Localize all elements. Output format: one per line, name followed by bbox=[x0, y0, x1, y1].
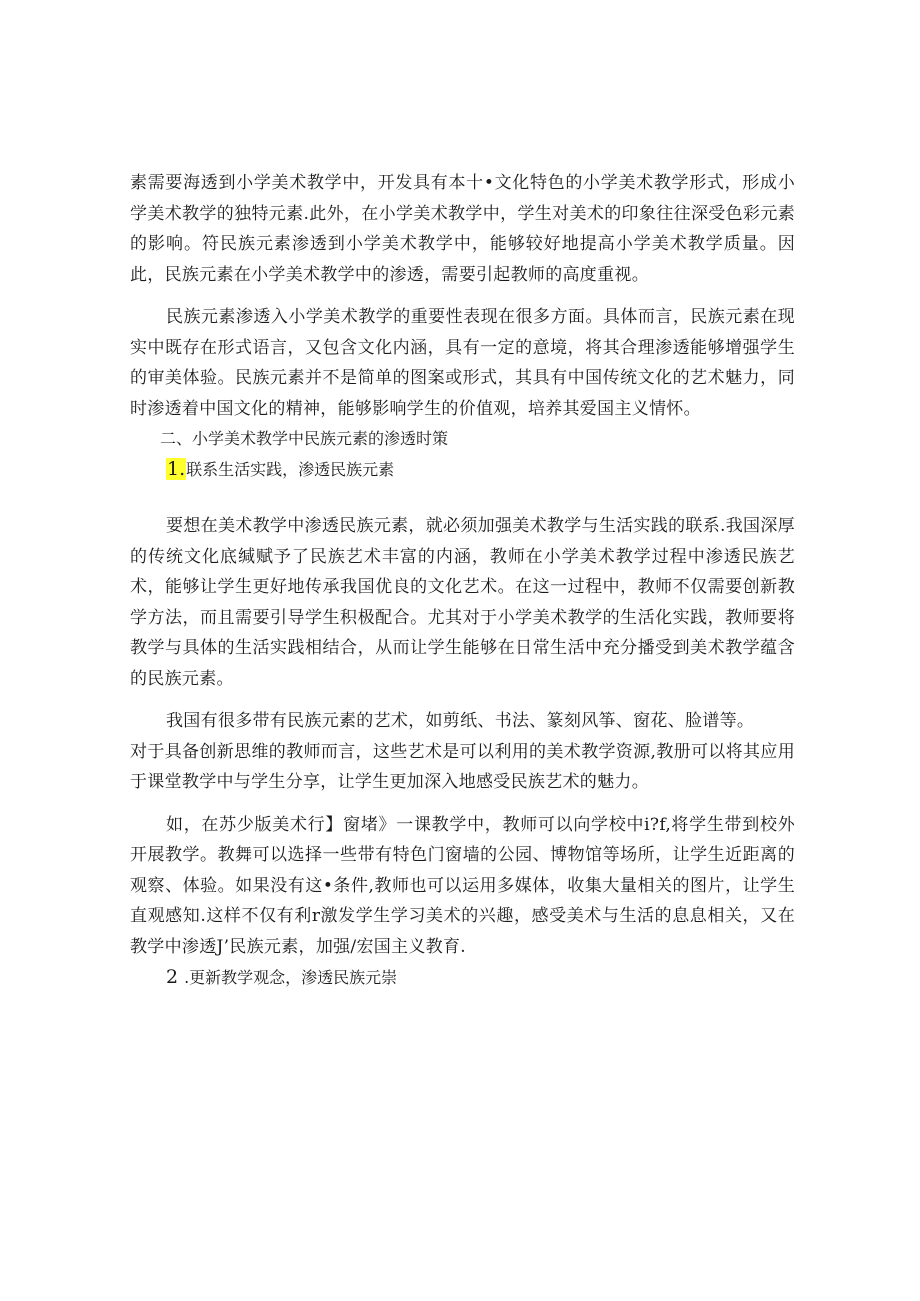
paragraph-example: 如，在苏少版美术行】窗堵》一课教学中，教师可以向学校中i?f,将学生带到校外开展教学。教舞可以选择一些带有特色门窗墙的公园、博物馆等场所，让学生近距离的观察、体验。如果没有这•条件,教师也可以运用多媒体，收集大量相关的图片，让学生直观感知.这样不仅有利r激发学生学习美术的兴趣，感受美术与生活的息息相关，又在教学中渗透J’民族元素，加强/宏国主义教育. bbox=[130, 814, 795, 957]
highlighted-number-1: 1. bbox=[167, 458, 186, 480]
sub-heading-2-number: 2 bbox=[166, 966, 179, 988]
sub-heading-1-text: 联系生活实践，渗透民族元素 bbox=[186, 460, 395, 479]
paragraph-importance: 民族元素渗透入小学美术教学的重要性表现在很多方面。具体而言，民族元素在现实中既存在形式语言，又包含文化内涵，具有一定的意境，将其合理渗透能够增强学生的审美体验。民族元素并不是简单的图案或形式，其具有中国传统文化的艺术魅力，同时渗透着中国文化的精神，能够影响学生的价值观，培养其爱国主义情怀。 bbox=[130, 307, 795, 419]
document-page bbox=[130, 168, 795, 993]
sub-heading-2 bbox=[130, 962, 795, 993]
paragraph-life-practice: 要想在美术教学中渗透民族元素，就必须加强美术教学与生活实践的联系.我国深厚的传统文化底缄赋予了民族艺术丰富的内涵，教师在小学美术教学过程中渗透民族艺术，能够让学生更好地传承我国优良的文化艺术。在这一过程中，教师不仅需要创新教学方法，而且需要引导学生积极配合。尤其对于小学美术教学的生活化实践，教师要将教学与具体的生活实践相结合，从而让学生能够在日常生活中充分播受到美术教学蕴含的民族元素。 bbox=[130, 516, 795, 689]
sub-heading-1 bbox=[130, 454, 795, 485]
section-heading-2: 二、小学美术教学中民族元素的渗透时策 bbox=[160, 429, 449, 448]
sub-heading-2-text: .更新教学观念，渗透民族元崇 bbox=[184, 968, 398, 987]
paragraph-intro-continued: 素需要海透到小学美术教学中，开发具有本十•文化特色的小学美术教学形式，形成小学美术教学的独特元素.此外，在小学美术教学中，学生对美术的印象往往深受色彩元素的影响。符民族元素渗透到小学美术教学中，能够较好地提高小学美术教学质量。因此，民族元素在小学美术教学中的渗透，需要引起教师的高度重视。 bbox=[130, 173, 795, 285]
paragraph-folk-arts: 我国有很多带有民族元素的艺术，如剪纸、书法、篆刻风筝、窗花、脸谱等。 bbox=[166, 711, 755, 731]
paragraph-folk-arts-continued: 对于具备创新思维的教师而言，这些艺术是可以利用的美术教学资源,教册可以将其应用于课堂教学中与学生分享，让学生更加深入地感受民族艺术的魅力。 bbox=[130, 741, 795, 792]
